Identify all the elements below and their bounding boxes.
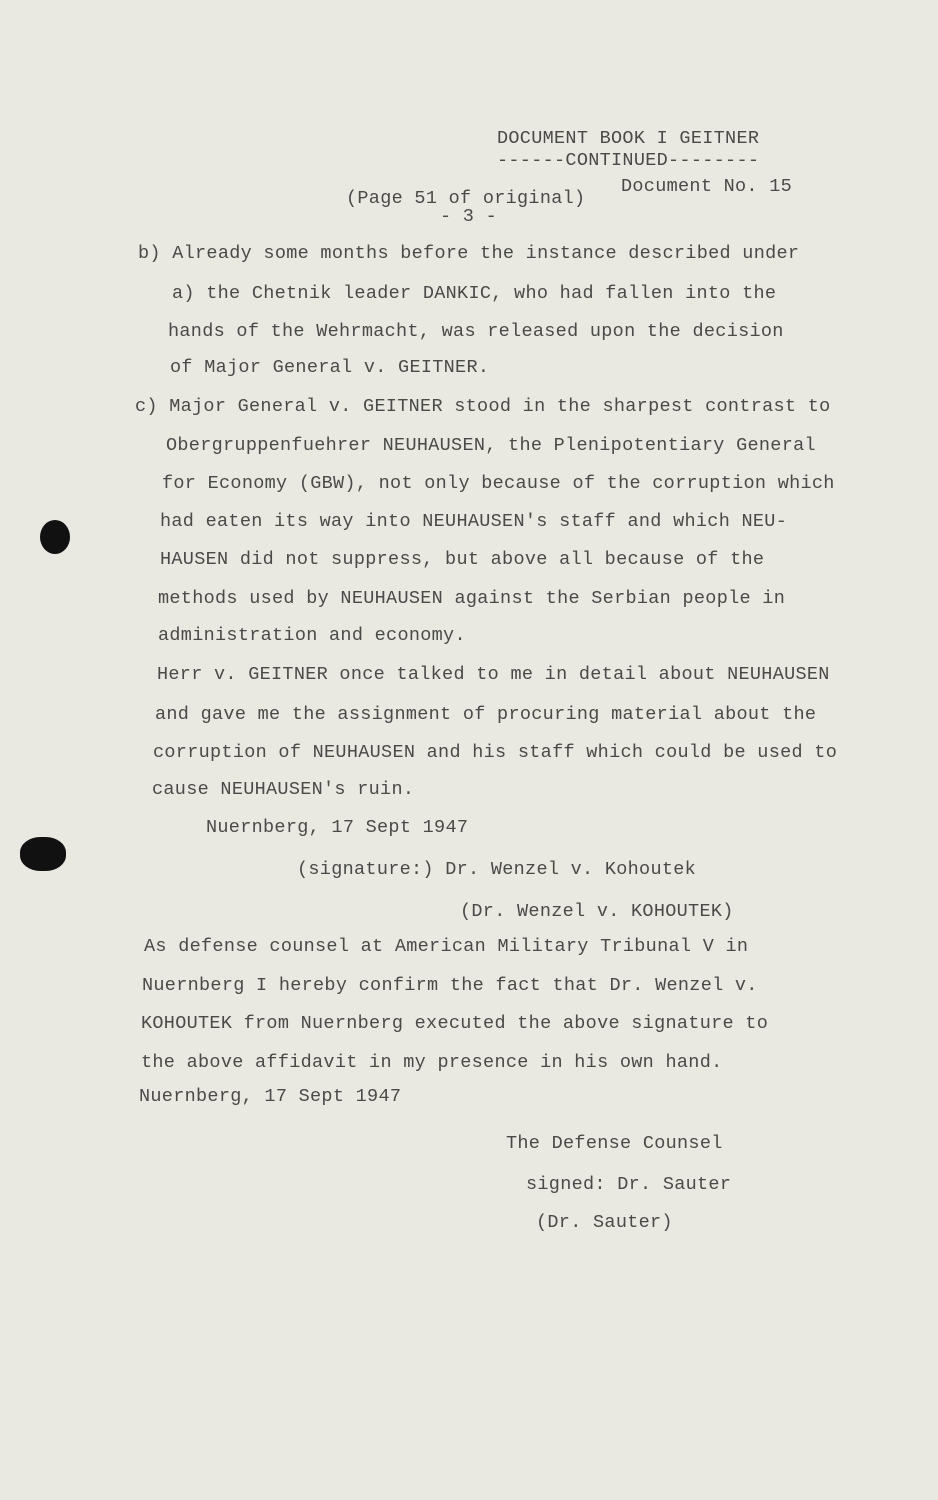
punch-hole-bottom — [20, 837, 66, 871]
para-b-line-3: hands of the Wehrmacht, was released upon the decision — [168, 321, 784, 342]
para-herr-line-2: and gave me the assignment of procuring material about the — [155, 704, 817, 725]
cert-line-4: the above affidavit in my presence in his own hand. — [141, 1052, 723, 1073]
counsel-title: The Defense Counsel — [506, 1133, 723, 1154]
para-c-line-1: c) Major General v. GEITNER stood in the sharpest contrast to — [135, 396, 831, 417]
page-reference: (Page 51 of original) — [346, 188, 586, 209]
para-b-line-4: of Major General v. GEITNER. — [170, 357, 490, 378]
cert-line-2: Nuernberg I hereby confirm the fact that Dr. Wenzel v. — [142, 975, 758, 996]
para-herr-line-4: cause NEUHAUSEN's ruin. — [152, 779, 415, 800]
affiant-signature: (signature:) Dr. Wenzel v. Kohoutek — [297, 859, 697, 880]
para-c-line-7: administration and economy. — [158, 625, 466, 646]
affidavit-place-date: Nuernberg, 17 Sept 1947 — [206, 817, 469, 838]
continued-label: ------CONTINUED-------- — [497, 150, 760, 171]
cert-line-1: As defense counsel at American Military Tribunal V in — [144, 936, 749, 957]
para-b-line-1: b) Already some months before the instance described under — [138, 243, 800, 264]
para-herr-line-3: corruption of NEUHAUSEN and his staff which could be used to — [153, 742, 838, 763]
book-title: DOCUMENT BOOK I GEITNER — [497, 128, 760, 149]
para-c-line-4: had eaten its way into NEUHAUSEN's staff and which NEU- — [160, 511, 788, 532]
counsel-name: (Dr. Sauter) — [536, 1212, 673, 1233]
para-c-line-6: methods used by NEUHAUSEN against the Serbian people in — [158, 588, 786, 609]
para-c-line-3: for Economy (GBW), not only because of the corruption which — [162, 473, 835, 494]
cert-place-date: Nuernberg, 17 Sept 1947 — [139, 1086, 402, 1107]
punch-hole-top — [40, 520, 70, 554]
para-b-line-2: a) the Chetnik leader DANKIC, who had fallen into the — [172, 283, 777, 304]
cert-line-3: KOHOUTEK from Nuernberg executed the above signature to — [141, 1013, 769, 1034]
counsel-signed: signed: Dr. Sauter — [526, 1174, 732, 1195]
para-c-line-2: Obergruppenfuehrer NEUHAUSEN, the Plenipotentiary General — [166, 435, 816, 456]
para-herr-line-1: Herr v. GEITNER once talked to me in detail about NEUHAUSEN — [157, 664, 830, 685]
page-number: - 3 - — [440, 206, 498, 227]
para-c-line-5: HAUSEN did not suppress, but above all because of the — [160, 549, 765, 570]
affiant-name: (Dr. Wenzel v. KOHOUTEK) — [460, 901, 734, 922]
document-number: Document No. 15 — [621, 176, 793, 197]
